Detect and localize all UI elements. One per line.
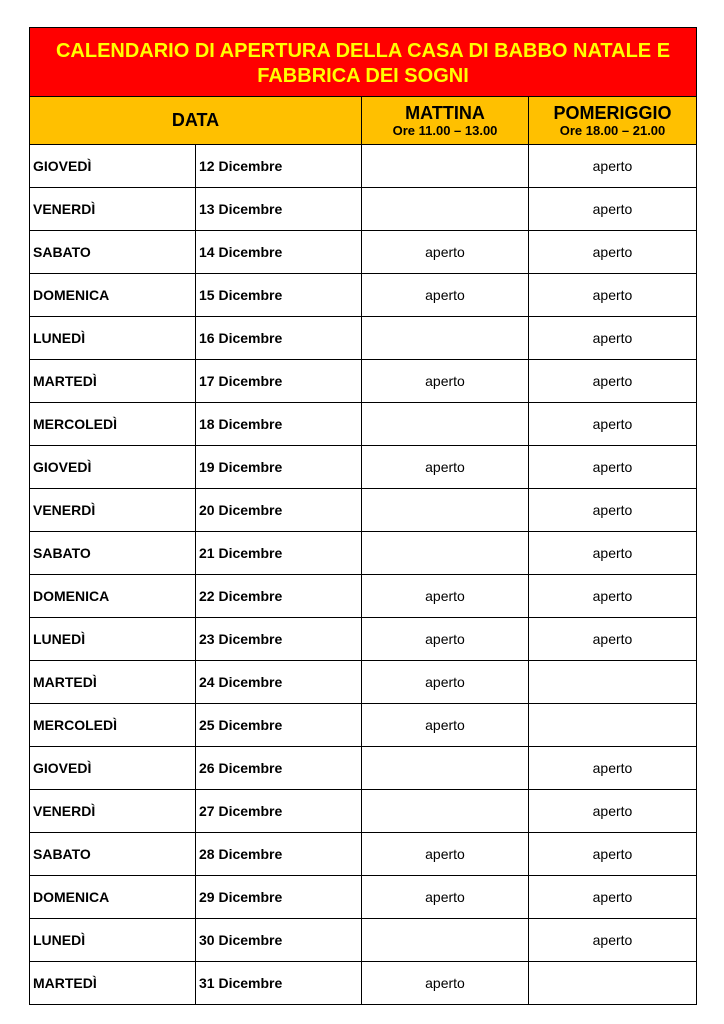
table-row	[30, 145, 697, 188]
row-mattina: aperto	[362, 575, 529, 618]
row-day: GIOVEDÌ	[30, 446, 196, 489]
row-day: VENERDÌ	[30, 188, 196, 231]
row-pomeriggio: aperto	[529, 833, 697, 876]
row-mattina	[362, 919, 529, 962]
row-date: 17 Dicembre	[196, 360, 362, 403]
row-date: 20 Dicembre	[196, 489, 362, 532]
row-mattina	[362, 747, 529, 790]
row-day: DOMENICA	[30, 575, 196, 618]
row-pomeriggio: aperto	[529, 489, 697, 532]
calendar-rows	[30, 145, 697, 1005]
row-day: DOMENICA	[30, 876, 196, 919]
header-mattina-label: MATTINA	[405, 102, 485, 123]
row-mattina: aperto	[362, 446, 529, 489]
row-pomeriggio	[529, 661, 697, 704]
row-day: MARTEDÌ	[30, 661, 196, 704]
row-pomeriggio: aperto	[529, 188, 697, 231]
row-day: LUNEDÌ	[30, 919, 196, 962]
row-date: 15 Dicembre	[196, 274, 362, 317]
row-date: 16 Dicembre	[196, 317, 362, 360]
row-pomeriggio: aperto	[529, 317, 697, 360]
row-pomeriggio: aperto	[529, 274, 697, 317]
row-mattina: aperto	[362, 704, 529, 747]
row-date: 28 Dicembre	[196, 833, 362, 876]
row-mattina	[362, 489, 529, 532]
row-mattina: aperto	[362, 962, 529, 1005]
row-pomeriggio: aperto	[529, 747, 697, 790]
header-mattina-hours: Ore 11.00 – 13.00	[392, 122, 498, 138]
row-day: MERCOLEDÌ	[30, 403, 196, 446]
row-day: VENERDÌ	[30, 489, 196, 532]
row-date: 13 Dicembre	[196, 188, 362, 231]
row-mattina	[362, 188, 529, 231]
row-day: DOMENICA	[30, 274, 196, 317]
table-row	[30, 876, 697, 919]
table-row	[30, 618, 697, 661]
row-mattina: aperto	[362, 274, 529, 317]
row-mattina: aperto	[362, 618, 529, 661]
table-row	[30, 833, 697, 876]
table-row	[30, 532, 697, 575]
title-row	[30, 28, 697, 97]
table-row	[30, 231, 697, 274]
row-pomeriggio: aperto	[529, 532, 697, 575]
header-row	[30, 97, 697, 145]
calendar-sheet	[29, 27, 696, 1005]
row-mattina	[362, 532, 529, 575]
table-row	[30, 704, 697, 747]
row-pomeriggio: aperto	[529, 618, 697, 661]
row-pomeriggio: aperto	[529, 403, 697, 446]
row-day: VENERDÌ	[30, 790, 196, 833]
table-row	[30, 317, 697, 360]
row-pomeriggio: aperto	[529, 919, 697, 962]
row-date: 30 Dicembre	[196, 919, 362, 962]
row-mattina: aperto	[362, 231, 529, 274]
row-day: LUNEDÌ	[30, 317, 196, 360]
row-date: 21 Dicembre	[196, 532, 362, 575]
row-day: MARTEDÌ	[30, 360, 196, 403]
row-date: 23 Dicembre	[196, 618, 362, 661]
row-date: 25 Dicembre	[196, 704, 362, 747]
header-pomeriggio	[529, 97, 697, 145]
row-day: SABATO	[30, 532, 196, 575]
row-pomeriggio: aperto	[529, 876, 697, 919]
row-date: 26 Dicembre	[196, 747, 362, 790]
row-mattina: aperto	[362, 360, 529, 403]
row-day: MERCOLEDÌ	[30, 704, 196, 747]
table-row	[30, 790, 697, 833]
row-date: 31 Dicembre	[196, 962, 362, 1005]
row-pomeriggio	[529, 962, 697, 1005]
calendar-title: CALENDARIO DI APERTURA DELLA CASA DI BABBO NATALE E FABBRICA DEI SOGNI	[30, 28, 697, 97]
row-date: 29 Dicembre	[196, 876, 362, 919]
row-day: GIOVEDÌ	[30, 145, 196, 188]
table-row	[30, 403, 697, 446]
header-data: DATA	[30, 97, 362, 145]
row-mattina	[362, 403, 529, 446]
row-day: LUNEDÌ	[30, 618, 196, 661]
row-mattina	[362, 317, 529, 360]
row-date: 24 Dicembre	[196, 661, 362, 704]
row-pomeriggio: aperto	[529, 360, 697, 403]
table-row	[30, 661, 697, 704]
row-date: 14 Dicembre	[196, 231, 362, 274]
row-date: 22 Dicembre	[196, 575, 362, 618]
table-row	[30, 747, 697, 790]
row-mattina: aperto	[362, 833, 529, 876]
row-mattina	[362, 790, 529, 833]
table-row	[30, 446, 697, 489]
row-mattina: aperto	[362, 876, 529, 919]
row-pomeriggio: aperto	[529, 145, 697, 188]
table-row	[30, 360, 697, 403]
row-date: 18 Dicembre	[196, 403, 362, 446]
row-mattina	[362, 145, 529, 188]
row-pomeriggio: aperto	[529, 446, 697, 489]
header-pomeriggio-label: POMERIGGIO	[553, 102, 672, 123]
row-day: GIOVEDÌ	[30, 747, 196, 790]
header-pomeriggio-hours: Ore 18.00 – 21.00	[559, 122, 666, 138]
row-pomeriggio: aperto	[529, 790, 697, 833]
opening-calendar-table	[29, 27, 697, 1005]
table-row	[30, 962, 697, 1005]
table-row	[30, 575, 697, 618]
table-row	[30, 274, 697, 317]
row-pomeriggio	[529, 704, 697, 747]
table-row	[30, 919, 697, 962]
row-pomeriggio: aperto	[529, 231, 697, 274]
row-day: SABATO	[30, 833, 196, 876]
row-date: 19 Dicembre	[196, 446, 362, 489]
row-date: 12 Dicembre	[196, 145, 362, 188]
header-mattina	[362, 97, 529, 145]
table-row	[30, 489, 697, 532]
row-date: 27 Dicembre	[196, 790, 362, 833]
table-row	[30, 188, 697, 231]
row-pomeriggio: aperto	[529, 575, 697, 618]
row-mattina: aperto	[362, 661, 529, 704]
row-day: SABATO	[30, 231, 196, 274]
row-day: MARTEDÌ	[30, 962, 196, 1005]
